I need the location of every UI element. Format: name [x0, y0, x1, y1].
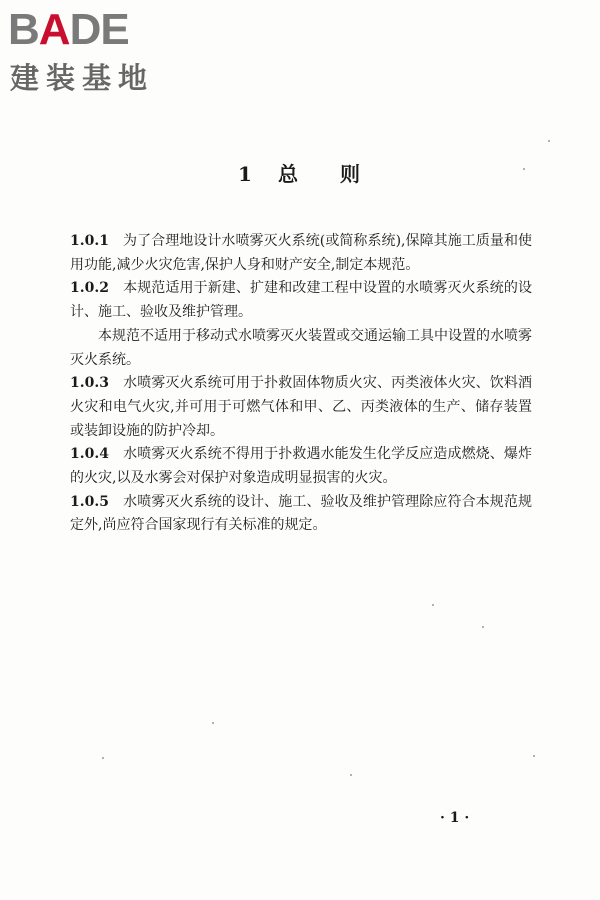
clause-1-0-2 — [70, 277, 532, 324]
clause-1-0-4 — [70, 443, 532, 490]
clause-text: 水喷雾灭火系统可用于扑救固体物质火灾、丙类液体火灾、饮料酒火灾和电气火灾,并可用于可燃气体和甲、乙、丙类液体的生产、储存装置或装卸设施的防护冷却。 — [70, 375, 532, 439]
chapter-title-part1: 总 — [277, 162, 300, 186]
chapter-title — [0, 158, 600, 187]
scan-speck — [548, 140, 550, 142]
clause-1-0-1 — [70, 230, 532, 277]
clause-1-0-3 — [70, 372, 532, 443]
clause-number: 1.0.4 — [70, 446, 109, 463]
clause-number: 1.0.2 — [70, 280, 109, 297]
clause-text: 本规范适用于新建、扩建和改建工程中设置的水喷雾灭火系统的设计、施工、验收及维护管理。 — [70, 280, 532, 321]
bade-logo — [8, 6, 178, 96]
scan-speck — [482, 626, 484, 628]
scan-speck — [212, 722, 214, 724]
clause-1-0-2-continuation: 本规范不适用于移动式水喷雾灭火装置或交通运输工具中设置的水喷雾灭火系统。 — [70, 327, 532, 368]
chapter-title-part2: 则 — [339, 162, 362, 186]
clause-list — [70, 230, 532, 538]
scan-speck — [102, 757, 104, 759]
clause-text: 为了合理地设计水喷雾灭火系统(或简称系统),保障其施工质量和使用功能,减少火灾危害,保护人身和财产安全,制定本规范。 — [70, 233, 532, 273]
clause-number: 1.0.5 — [70, 493, 109, 510]
page-number: · 1 · — [440, 810, 470, 826]
scan-speck — [350, 774, 352, 776]
clause-number: 1.0.3 — [70, 375, 109, 392]
clause-text: 水喷雾灭火系统的设计、施工、验收及维护管理除应符合本规范规定外,尚应符合国家现行有关标准的规定。 — [70, 493, 532, 534]
clause-1-0-5 — [70, 491, 532, 538]
clause-text: 水喷雾灭火系统不得用于扑救遇水能发生化学反应造成燃烧、爆炸的火灾,以及水雾会对保护对象造成明显损害的火灾。 — [70, 446, 532, 487]
chapter-number: 1 — [238, 162, 254, 186]
scan-speck — [523, 168, 525, 170]
logo-accent-letter: A — [38, 5, 70, 54]
scan-speck — [533, 755, 535, 757]
logo-wordmark: BADE — [8, 5, 129, 54]
clause-number: 1.0.1 — [70, 233, 109, 249]
scan-speck — [432, 604, 434, 606]
logo-subtitle: 建装基地 — [10, 61, 155, 95]
